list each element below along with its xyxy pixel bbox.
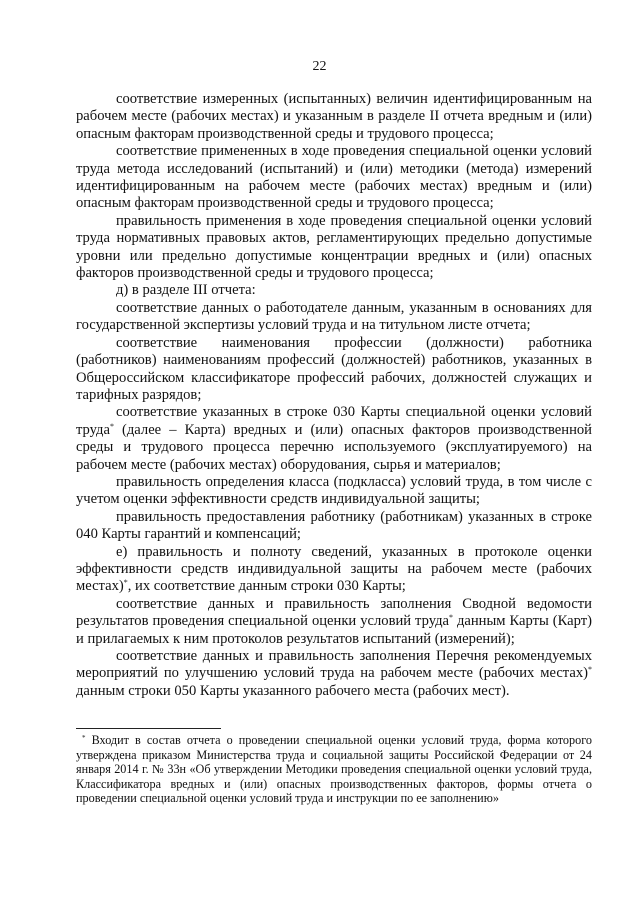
paragraph xyxy=(76,648,592,700)
footnote-text-block xyxy=(76,733,592,806)
footnote-mark: * xyxy=(82,734,86,742)
paragraph-text: (далее – Карта) вредных и (или) опасных факторов производственной среды и трудового процесса перечню используемого (эксплуатируемого) на рабочем месте (рабочих местах) оборудования, сырья и материалов; xyxy=(76,421,592,473)
footnote-mark: * xyxy=(123,578,128,588)
paragraph: д) в разделе III отчета: xyxy=(116,282,256,299)
document-body xyxy=(76,91,592,700)
paragraph: правильность применения в ходе проведения специальной оценки условий труда нормативных правовых актов, регламентирующих предельно допустимые уровни или предельно допустимые концентрации вредных и (или) опасных факторов производственной среды и трудового процесса; xyxy=(76,212,592,282)
footnote-divider xyxy=(76,728,221,729)
paragraph: соответствие измеренных (испытанных) величин идентифицированным на рабочем месте (рабочих местах) и указанным в разделе II отчета вредным и (или) опасным факторам производственной среды и трудового процесса; xyxy=(76,91,592,142)
footnote-mark: * xyxy=(448,613,453,623)
paragraph xyxy=(76,404,592,474)
paragraph: правильность предоставления работнику (работникам) указанных в строке 040 Карты гарантий и компенсаций; xyxy=(76,508,592,543)
footnote-mark: * xyxy=(588,665,592,675)
paragraph-text: соответствие указанных в строке 030 Карты специальной оценки условий труда xyxy=(76,404,592,438)
paragraph: правильность определения класса (подкласса) условий труда, в том числе с учетом оценки эффективности средств индивидуальной защиты; xyxy=(76,473,592,508)
paragraph: соответствие наименования профессии (должности) работника (работников) наименованиям профессий (должностей) работников, указанных в Общероссийском классификаторе профессий рабочих, должностей служащих и тарифных разрядов; xyxy=(76,334,592,403)
paragraph-text: данным Карты (Карт) и прилагаемых к ним протоколов результатов испытаний (измерений); xyxy=(76,613,592,647)
paragraph-text: соответствие данных и правильность заполнения Сводной ведомости результатов проведения специальной оценки условий труда xyxy=(76,595,592,630)
footnote-mark: * xyxy=(109,421,114,431)
footnote-text: Входит в состав отчета о проведении специальной оценки условий труда, форма которого утверждена приказом Министерства труда и социальной защиты Российской Федерации от 24 января 2014 г. № 33н «Об утверждении Методики проведения специальной оценки условий труда, Классификатора вредных и (или) опасных производственных факторов, формы отчета о проведении специальной оценки условий труда и инструкции по ее заполнению» xyxy=(76,733,593,806)
paragraph-text: , их соответствие данным строки 030 Карты; xyxy=(127,578,406,595)
paragraph-text: соответствие данных и правильность заполнения Перечня рекомендуемых мероприятий по улучшению условий труда на рабочем месте (рабочих местах) xyxy=(76,648,592,682)
paragraph: соответствие примененных в ходе проведения специальной оценки условий труда метода исследований (испытаний) и (или) методики (метода) измерений идентифицированным на рабочем месте (рабочих местах) вредным и (или) опасным факторам производственной среды и трудового процесса; xyxy=(76,143,592,212)
page-number: 22 xyxy=(312,59,327,74)
paragraph xyxy=(76,596,592,648)
paragraph-text: данным строки 050 Карты указанного рабочего места (рабочих мест). xyxy=(76,682,510,699)
footnote xyxy=(76,733,592,806)
paragraph: соответствие данных о работодателе данным, указанным в основаниях для государственной экспертизы условий труда и на титульном листе отчета; xyxy=(76,299,592,334)
paragraph-text: е) правильность и полноту сведений, указанных в протоколе оценки эффективности средств индивидуальной защиты на рабочем месте (рабочих местах) xyxy=(76,543,592,595)
paragraph xyxy=(76,544,592,596)
